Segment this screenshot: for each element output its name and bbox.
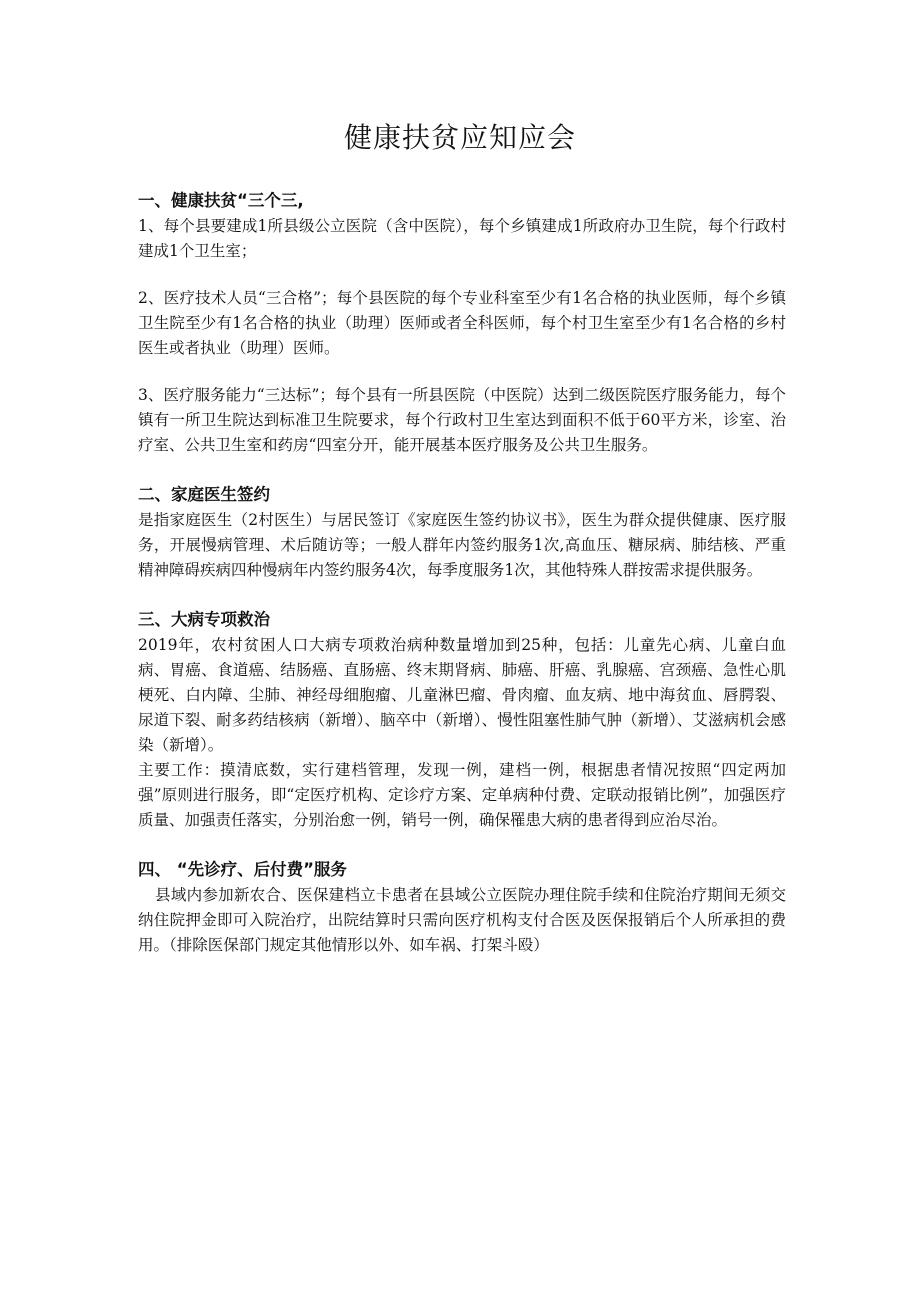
section-paragraph: 2、医疗技术人员“三合格”；每个县医院的每个专业科室至少有1名合格的执业医师，每个乡镇卫生院至少有1名合格的执业（助理）医师或者全科医师，每个村卫生室至少有1名合格的乡村医生或者执业（助理）医师。 (138, 289, 786, 357)
document-body (138, 188, 786, 982)
section-paragraph: 2019年，农村贫困人口大病专项救治病种数量增加到25种，包括：儿童先心病、儿童白血病、胃癌、食道癌、结肠癌、直肠癌、终末期肾病、肺癌、肝癌、乳腺癌、宫颈癌、急性心肌梗死、白内障、尘肺、神经母细胞瘤、儿童淋巴瘤、骨肉瘤、血友病、地中海贫血、唇腭裂、尿道下裂、耐多药结核病（新增）、脑卒中（新增）、慢性阻塞性肺气肿（新增）、艾滋病机会感染（新增）。 (138, 636, 786, 754)
section-paragraph: 1、每个县要建成1所县级公立医院（含中医院），每个乡镇建成1所政府办卫生院，每个行政村建成1个卫生室； (138, 217, 786, 260)
section-heading: 二、家庭医生签约 (138, 485, 270, 504)
section-heading: 三、大病专项救治 (138, 610, 270, 629)
section-major-illness (138, 607, 786, 833)
section-treat-first-pay-later (138, 857, 786, 958)
section-paragraph: 3、医疗服务能力“三达标”；每个县有一所县医院（中医院）达到二级医院医疗服务能力，每个镇有一所卫生院达到标准卫生院要求，每个行政村卫生室达到面积不低于60平方米，诊室、治疗室、公共卫生室和药房“四室分开，能开展基本医疗服务及公共卫生服务。 (138, 386, 786, 454)
section-heading: 一、健康扶贫“三个三, (138, 191, 304, 210)
section-heading: 四、 “先诊疗、后付费”服务 (138, 860, 347, 879)
section-paragraph: 县域内参加新农合、医保建档立卡患者在县域公立医院办理住院手续和住院治疗期间无须交纳住院押金即可入院治疗，出院结算时只需向医疗机构支付合医及医保报销后个人所承担的费用。（排除医保部门规定其他情形以外、如车祸、打架斗殴） (138, 886, 786, 954)
document-title: 健康扶贫应知应会 (343, 121, 576, 154)
section-health-poverty-three (138, 188, 786, 458)
section-family-doctor (138, 482, 786, 583)
section-paragraph: 主要工作：摸清底数，实行建档管理，发现一例，建档一例，根据患者情况按照“四定两加强”原则进行服务，即“定医疗机构、定诊疗方案、定单病种付费、定联动报销比例”，加强医疗质量、加强责任落实，分别治愈一例，销号一例，确保罹患大病的患者得到应治尽治。 (138, 761, 786, 829)
section-paragraph: 是指家庭医生（2村医生）与居民签订《家庭医生签约协议书》，医生为群众提供健康、医疗服务，开展慢病管理、术后随访等；一般人群年内签约服务1次,高血压、糖尿病、肺结核、严重精神障碍疾病四种慢病年内签约服务4次，每季度服务1次，其他特殊人群按需求提供服务。 (138, 511, 786, 579)
